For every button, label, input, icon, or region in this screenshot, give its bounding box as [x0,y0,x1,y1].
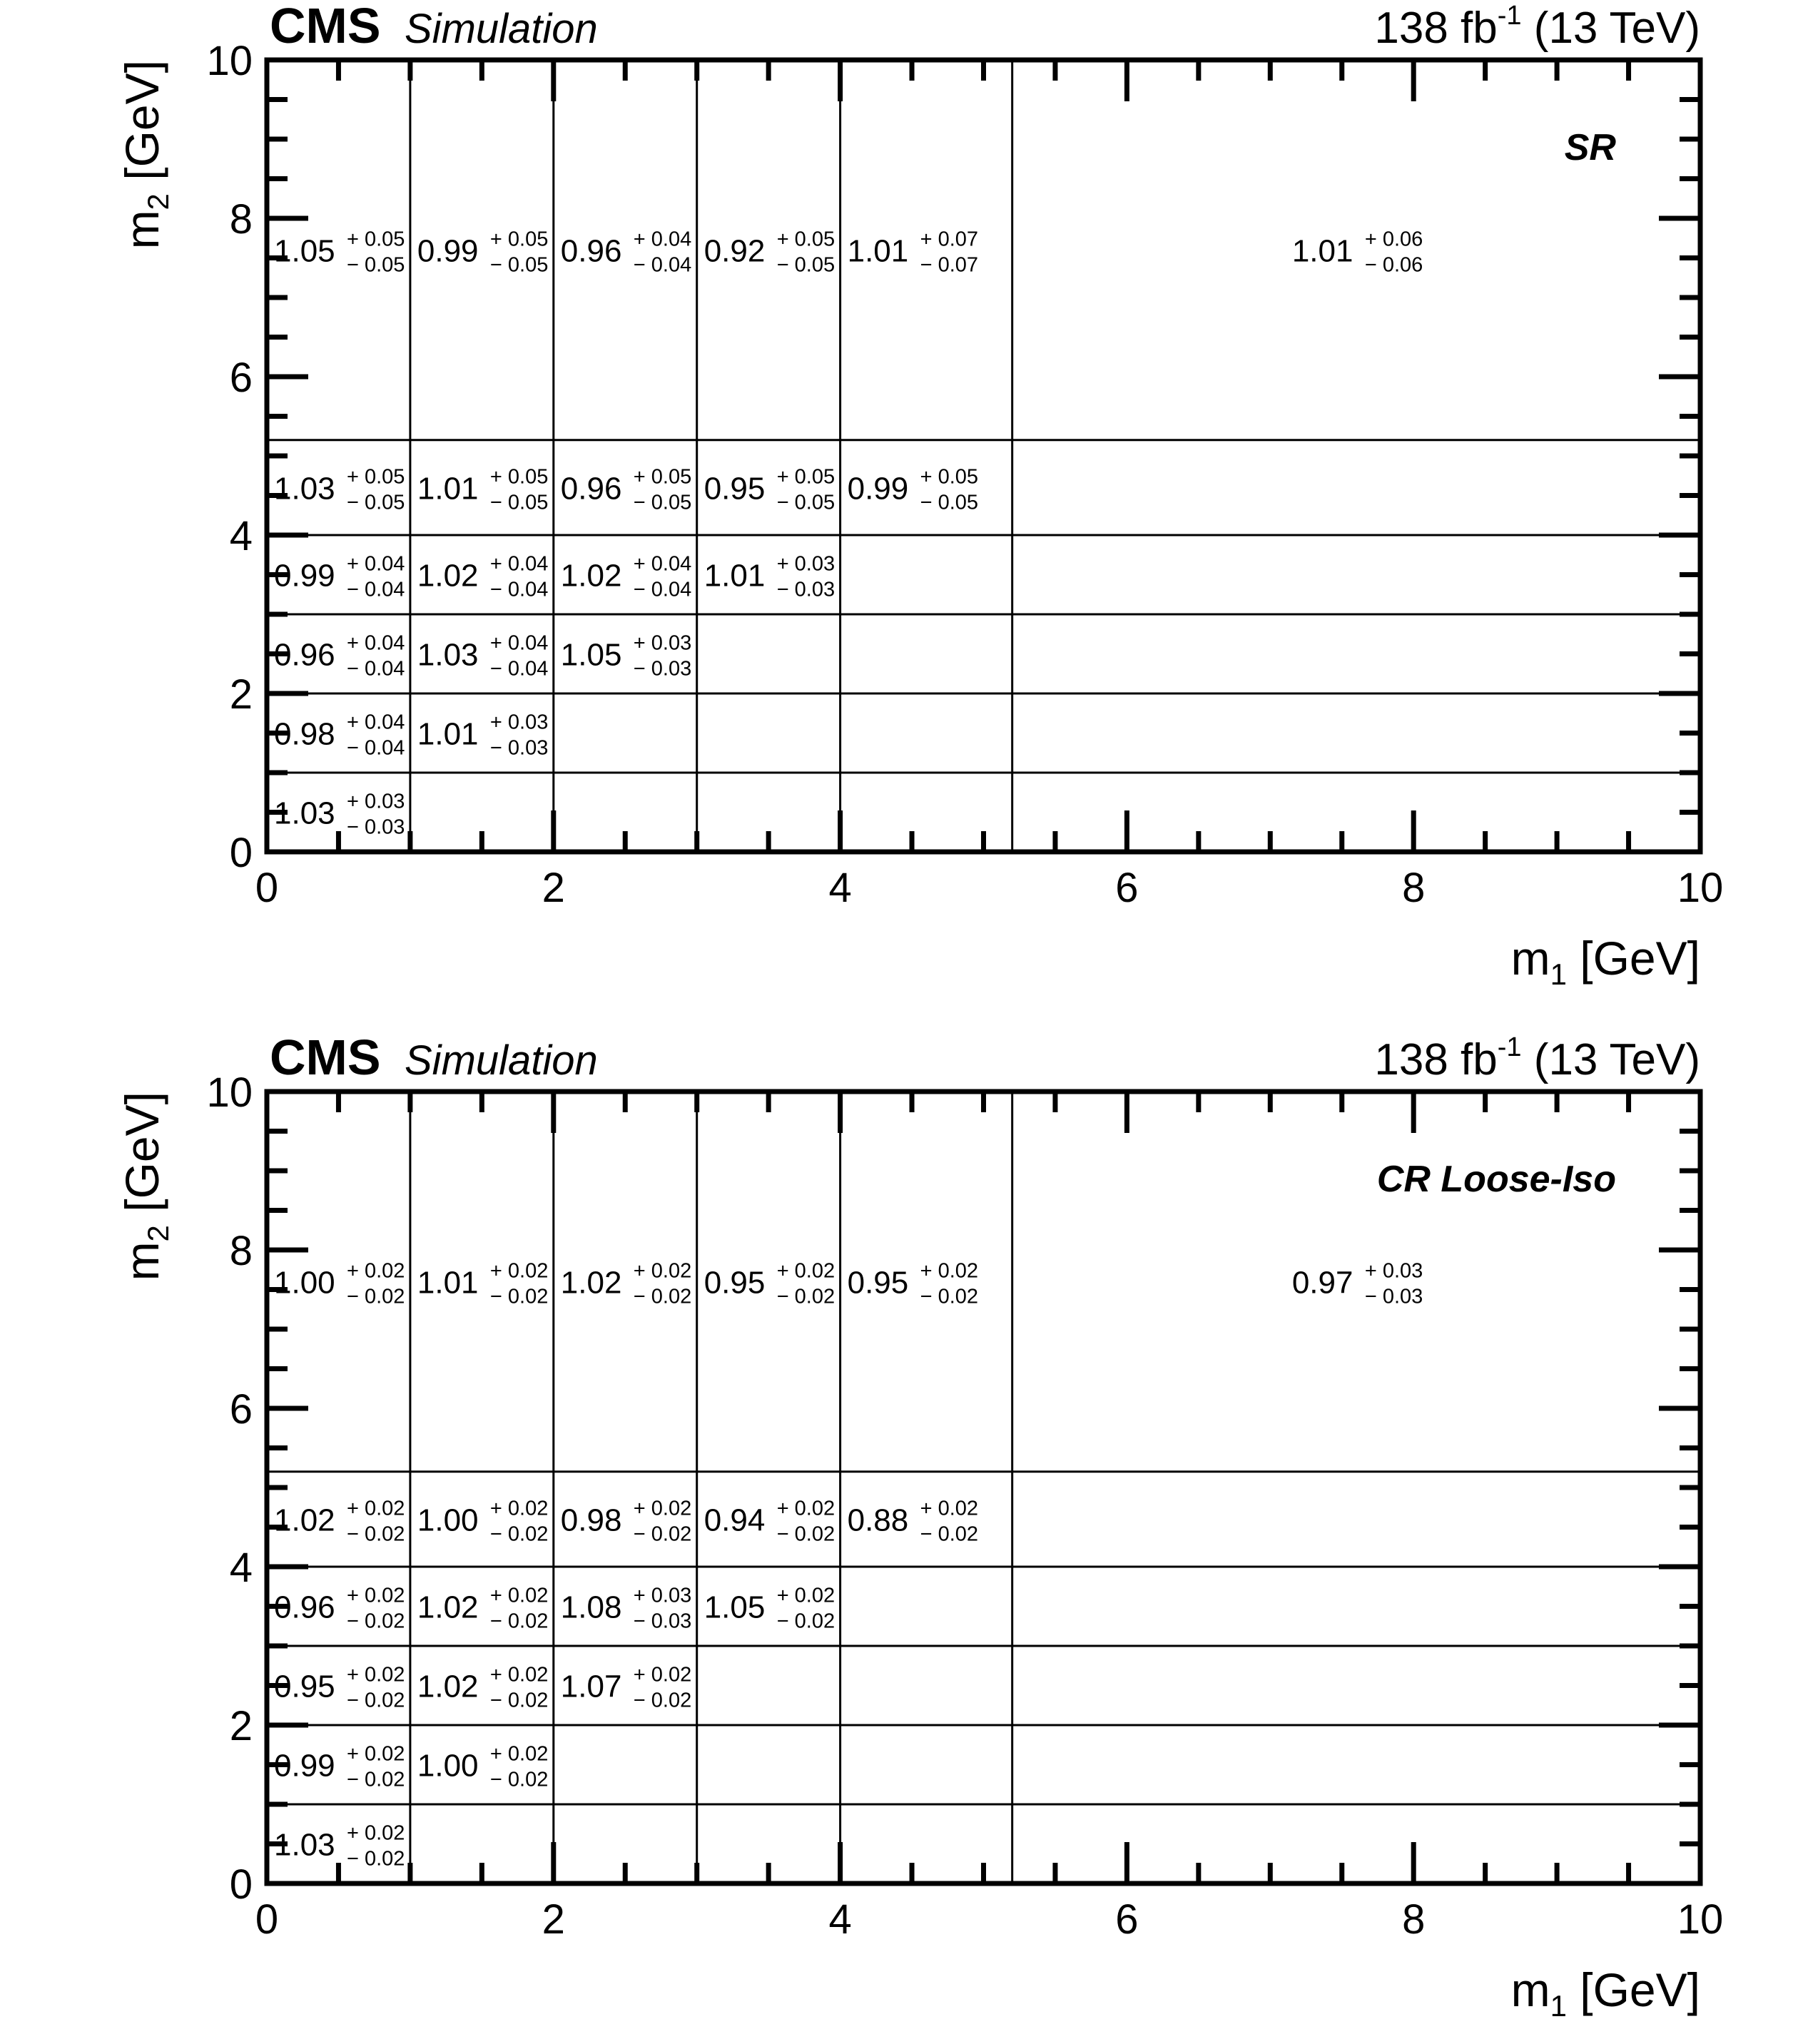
cell-error-up: + 0.05 [489,228,549,251]
cell-error-up: + 0.05 [920,465,979,489]
cell-value: 0.95 [847,1265,909,1301]
cell-error-down: − 0.02 [347,1689,405,1712]
lumi-label: 138 $fb^{-1}$ (13 TeV) [1374,1032,1700,1084]
cell-error-down: − 0.03 [489,736,549,760]
cell-error-up: + 0.02 [489,1584,549,1607]
cell-error-up: + 0.07 [920,228,979,251]
y-tick-label: 0 [229,1861,253,1908]
y-tick-label: 8 [229,196,253,243]
cell-error-down: − 0.05 [347,253,405,277]
cell-error-down: − 0.02 [347,1285,405,1308]
cell-value: 0.99 [274,1748,335,1784]
x-tick-label: 0 [255,1896,279,1943]
cell-value: 1.05 [274,233,335,269]
cell-value: 1.02 [560,1265,622,1301]
y-tick-label: 2 [229,671,253,718]
cell-value: 1.01 [417,1265,479,1301]
cell-error-down: − 0.05 [776,491,835,514]
cell-error-down: − 0.03 [633,657,692,681]
cell-error-up: + 0.05 [776,228,835,251]
y-tick-label: 0 [229,830,253,876]
cell-error-up: + 0.02 [920,1259,979,1283]
cell-value: 0.98 [560,1503,622,1538]
cell-error-up: + 0.04 [347,631,405,655]
cell-error-up: + 0.04 [633,552,692,576]
cell-value: 1.05 [560,637,622,673]
cell-value: 1.00 [274,1265,335,1301]
cell-error-up: + 0.03 [633,1584,692,1607]
cell-error-up: + 0.06 [1364,228,1423,251]
x-tick-label: 10 [1677,1896,1724,1943]
x-tick-label: 8 [1402,865,1426,911]
cell-error-down: − 0.02 [347,1847,405,1871]
cell-error-up: + 0.02 [489,1742,549,1766]
cell-value: 1.03 [274,471,335,507]
cell-value: 1.03 [417,637,479,673]
cell-error-up: + 0.04 [633,228,692,251]
panel-sr [116,0,1723,991]
cell-error-down: − 0.02 [347,1522,405,1546]
cell-value: 1.03 [274,795,335,831]
cell-error-up: + 0.02 [347,1663,405,1687]
cell-error-up: + 0.03 [776,552,835,576]
cell-value: 0.95 [704,1265,766,1301]
cell-value: 1.01 [847,233,909,269]
cell-error-down: − 0.02 [347,1610,405,1633]
cell-value: 0.95 [274,1669,335,1704]
cell-error-down: − 0.04 [489,657,549,681]
x-tick-label: 6 [1115,865,1139,911]
x-tick-label: 6 [1115,1896,1139,1943]
cell-error-down: − 0.02 [633,1522,692,1546]
cell-error-up: + 0.04 [489,552,549,576]
cell-value: 0.99 [274,558,335,594]
cell-error-up: + 0.02 [347,1584,405,1607]
x-tick-label: 2 [542,865,565,911]
cell-error-down: − 0.02 [920,1522,979,1546]
cell-value: 0.97 [1291,1265,1353,1301]
cell-error-down: − 0.02 [633,1689,692,1712]
cell-value: 0.88 [847,1503,909,1538]
cell-value: 1.02 [417,558,479,594]
cell-value: 0.96 [560,233,622,269]
cell-value: 1.01 [417,471,479,507]
region-label: SR [1564,127,1616,168]
cell-error-up: + 0.02 [347,1821,405,1845]
y-tick-label: 6 [229,355,253,401]
cell-error-down: − 0.05 [347,491,405,514]
cell-error-down: − 0.02 [776,1610,835,1633]
simulation-label: Simulation [405,1037,598,1084]
lumi-label: 138 $fb^{-1}$ (13 TeV) [1374,1,1700,53]
simulation-label: Simulation [405,6,598,52]
cell-value: 1.03 [274,1827,335,1863]
cell-error-up: + 0.02 [776,1584,835,1607]
cell-error-up: + 0.02 [633,1259,692,1283]
cell-error-up: + 0.03 [633,631,692,655]
x-tick-label: 4 [828,1896,852,1943]
x-tick-label: 8 [1402,1896,1426,1943]
cell-error-down: − 0.05 [489,491,549,514]
cell-error-down: − 0.04 [347,736,405,760]
cell-error-down: − 0.02 [776,1522,835,1546]
cell-error-down: − 0.05 [489,253,549,277]
x-tick-label: 4 [828,865,852,911]
cell-error-up: + 0.03 [489,711,549,734]
cell-value: 0.99 [417,233,479,269]
cell-value: 1.08 [560,1590,622,1625]
cell-value: 1.02 [274,1503,335,1538]
panel-cr-loose-iso [116,1029,1723,2023]
cell-error-up: + 0.03 [347,790,405,813]
cell-value: 1.02 [560,558,622,594]
cell-error-down: − 0.04 [347,578,405,601]
experiment-label: CMS [270,0,381,54]
cell-value: 0.96 [274,1590,335,1625]
cell-error-down: − 0.04 [633,253,692,277]
cell-error-down: − 0.03 [633,1610,692,1633]
cell-value: 1.01 [704,558,766,594]
y-tick-label: 2 [229,1703,253,1749]
cell-value: 0.94 [704,1503,766,1538]
cell-error-down: − 0.04 [347,657,405,681]
cell-value: 0.96 [274,637,335,673]
y-tick-label: 10 [206,1069,253,1116]
region-label: CR Loose-Iso [1376,1159,1616,1200]
cell-error-up: + 0.02 [489,1663,549,1687]
cell-error-up: + 0.02 [920,1497,979,1520]
cell-error-down: − 0.04 [633,578,692,601]
cell-error-up: + 0.02 [776,1497,835,1520]
plot-frame [267,1092,1700,1883]
cell-value: 0.98 [274,716,335,752]
cell-value: 1.01 [417,716,479,752]
cell-error-down: − 0.02 [489,1768,549,1791]
cell-error-up: + 0.05 [489,465,549,489]
cell-error-down: − 0.04 [489,578,549,601]
cell-error-up: + 0.05 [347,465,405,489]
cell-error-up: + 0.02 [776,1259,835,1283]
cell-value: 1.01 [1291,233,1353,269]
cell-error-down: − 0.03 [347,815,405,839]
cell-error-down: − 0.06 [1364,253,1423,277]
cell-error-up: + 0.02 [633,1497,692,1520]
cell-error-up: + 0.05 [347,228,405,251]
cell-error-down: − 0.02 [489,1689,549,1712]
y-tick-label: 4 [229,1545,253,1591]
y-tick-label: 6 [229,1386,253,1433]
plot-frame [267,60,1700,852]
experiment-label: CMS [270,1029,381,1085]
cell-error-down: − 0.02 [489,1610,549,1633]
x-tick-label: 2 [542,1896,565,1943]
cell-error-down: − 0.05 [920,491,979,514]
cell-value: 1.00 [417,1748,479,1784]
x-tick-label: 0 [255,865,279,911]
cell-error-up: + 0.02 [489,1497,549,1520]
cell-error-down: − 0.03 [1364,1285,1423,1308]
cell-value: 0.92 [704,233,766,269]
cell-error-down: − 0.05 [633,491,692,514]
cell-error-down: − 0.02 [489,1522,549,1546]
cell-value: 1.07 [560,1669,622,1704]
y-axis-title: $m_2$ [GeV] [116,1092,175,1281]
cell-error-down: − 0.05 [776,253,835,277]
cell-error-up: + 0.03 [1364,1259,1423,1283]
x-tick-label: 10 [1677,865,1724,911]
y-tick-label: 4 [229,513,253,559]
cell-error-up: + 0.04 [347,552,405,576]
cell-error-up: + 0.02 [347,1497,405,1520]
cell-value: 1.02 [417,1669,479,1704]
cell-error-up: + 0.02 [489,1259,549,1283]
cell-value: 1.02 [417,1590,479,1625]
cell-error-up: + 0.02 [347,1259,405,1283]
x-axis-title: $m_1$ [GeV] [1510,932,1700,991]
cell-error-down: − 0.02 [633,1285,692,1308]
cell-error-up: + 0.05 [633,465,692,489]
cell-value: 1.05 [704,1590,766,1625]
cell-error-up: + 0.02 [347,1742,405,1766]
cell-error-down: − 0.07 [920,253,979,277]
cell-error-down: − 0.02 [920,1285,979,1308]
cell-error-up: + 0.02 [633,1663,692,1687]
y-axis-title: $m_2$ [GeV] [116,60,175,250]
cell-error-down: − 0.02 [776,1285,835,1308]
y-tick-label: 10 [206,38,253,84]
cell-error-up: + 0.05 [776,465,835,489]
cell-error-up: + 0.04 [489,631,549,655]
y-tick-label: 8 [229,1228,253,1274]
cell-value: 0.99 [847,471,909,507]
cell-error-down: − 0.03 [776,578,835,601]
cell-value: 0.96 [560,471,622,507]
cell-error-down: − 0.02 [489,1285,549,1308]
cell-value: 0.95 [704,471,766,507]
cell-error-down: − 0.02 [347,1768,405,1791]
cell-error-up: + 0.04 [347,711,405,734]
cell-value: 1.00 [417,1503,479,1538]
x-axis-title: $m_1$ [GeV] [1510,1963,1700,2023]
